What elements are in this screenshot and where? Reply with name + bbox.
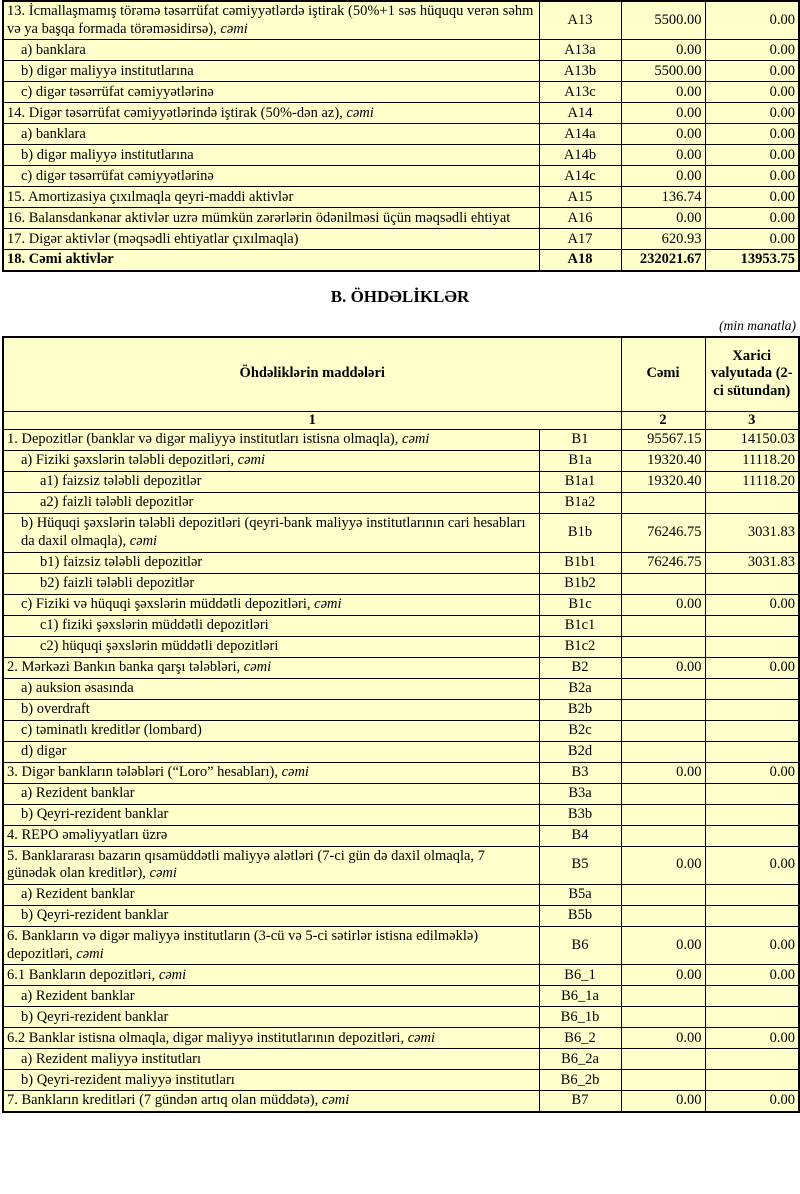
row-label-text: 13. İcmallaşmamış törəmə təsərrüfat cəmiyyətlərdə iştirak (50%+1 səs hüququ verən səhm və ya başqa formada törəməsidirsə): [7, 3, 534, 37]
cell-foreign-currency: 0.00: [705, 82, 799, 103]
row-label: [3, 1028, 539, 1049]
table-row: [3, 636, 799, 657]
table-row: [3, 1070, 799, 1091]
cell-foreign-currency: [705, 1049, 799, 1070]
row-label: [3, 636, 539, 657]
cell-foreign-currency: 0.00: [705, 103, 799, 124]
cell-foreign-currency: [705, 678, 799, 699]
row-label: [3, 1, 539, 40]
row-label-text: 7. Bankların kreditləri (7 gündən artıq olan müddətə): [7, 1092, 315, 1109]
cell-total: 19320.40: [621, 472, 705, 493]
table-row: [3, 804, 799, 825]
cell-foreign-currency: 0.00: [705, 1, 799, 40]
row-label: [3, 1049, 539, 1070]
row-code: B2: [539, 657, 621, 678]
table-row: [3, 229, 799, 250]
row-label-text: a) banklara: [21, 125, 86, 142]
row-label: [3, 103, 539, 124]
row-label-text: c) Fiziki və hüquqi şəxslərin müddətli depozitləri: [21, 595, 307, 612]
cell-foreign-currency: [705, 804, 799, 825]
row-label-text: b) Qeyri-rezident banklar: [21, 805, 169, 822]
row-code: B6_2b: [539, 1070, 621, 1091]
cell-total: [621, 741, 705, 762]
column-numbers-row: [3, 411, 799, 430]
cell-total: 0.00: [621, 846, 705, 884]
row-code: B6_2a: [539, 1049, 621, 1070]
row-code: B3b: [539, 804, 621, 825]
row-code: A13a: [539, 40, 621, 61]
table-row: [3, 678, 799, 699]
row-label: [3, 493, 539, 514]
row-label-text: a2) faizli tələbli depozitlər: [40, 494, 194, 511]
row-label-text: 5. Banklararası bazarın qısamüddətli maliyyə alətləri (7-ci gün də daxil olmaqla, 7 günədək olan kreditlər): [7, 847, 485, 882]
row-code: B2d: [539, 741, 621, 762]
row-code: B1: [539, 430, 621, 451]
row-label: [3, 906, 539, 927]
cell-foreign-currency: 0.00: [705, 762, 799, 783]
unit-note: (min manatla): [719, 318, 796, 334]
cell-total: 0.00: [621, 1028, 705, 1049]
cell-foreign-currency: [705, 1007, 799, 1028]
table-row: [3, 1028, 799, 1049]
cell-total: 232021.67: [621, 250, 705, 271]
row-code: A18: [539, 250, 621, 271]
cell-foreign-currency: [705, 720, 799, 741]
cell-foreign-currency: 0.00: [705, 145, 799, 166]
cell-total: [621, 678, 705, 699]
row-label: [3, 741, 539, 762]
row-code: B3a: [539, 783, 621, 804]
cell-total: 95567.15: [621, 430, 705, 451]
row-label: [3, 1007, 539, 1028]
row-label: [3, 825, 539, 846]
row-label: [3, 229, 539, 250]
cell-foreign-currency: [705, 825, 799, 846]
table-row: [3, 145, 799, 166]
cell-foreign-currency: [705, 741, 799, 762]
row-code: B6_1: [539, 965, 621, 986]
row-code: B7: [539, 1091, 621, 1112]
cell-total: 0.00: [621, 103, 705, 124]
cell-total: [621, 636, 705, 657]
row-label: [3, 699, 539, 720]
row-label-text: 14. Digər təsərrüfat cəmiyyətlərində iştirak (50%-dən az): [7, 104, 340, 121]
row-code: B6_1b: [539, 1007, 621, 1028]
row-code: B1a1: [539, 472, 621, 493]
cell-foreign-currency: 11118.20: [705, 451, 799, 472]
row-label-italic-tail: , cəmi: [400, 1029, 436, 1046]
row-code: A14c: [539, 166, 621, 187]
row-code: B5b: [539, 906, 621, 927]
row-label-italic-tail: , cəmi: [69, 945, 104, 962]
table-row: [3, 783, 799, 804]
row-code: B1a: [539, 451, 621, 472]
row-label-italic-tail: , cəmi: [213, 20, 248, 37]
row-code: B1b2: [539, 573, 621, 594]
table-row: [3, 250, 799, 271]
table-row: [3, 472, 799, 493]
cell-foreign-currency: [705, 615, 799, 636]
cell-total: 0.00: [621, 208, 705, 229]
row-code: A16: [539, 208, 621, 229]
table-row: [3, 166, 799, 187]
row-label: [3, 1070, 539, 1091]
cell-foreign-currency: 0.00: [705, 846, 799, 884]
table-row: [3, 40, 799, 61]
cell-total: 0.00: [621, 124, 705, 145]
row-label-text: b) Hüquqi şəxslərin tələbli depozitləri (qeyri-bank maliyyə institutlarının cari hesabları da daxil olmaqla): [21, 515, 526, 549]
table-row: [3, 657, 799, 678]
row-label: [3, 965, 539, 986]
row-label: [3, 124, 539, 145]
row-label: [3, 40, 539, 61]
table-row: [3, 615, 799, 636]
header-total-label: Cəmi: [621, 337, 705, 411]
cell-total: 0.00: [621, 594, 705, 615]
row-code: A13: [539, 1, 621, 40]
table-row: [3, 82, 799, 103]
table-row: [3, 720, 799, 741]
cell-foreign-currency: [705, 906, 799, 927]
assets-table: [2, 0, 800, 272]
row-code: B1c2: [539, 636, 621, 657]
cell-foreign-currency: 0.00: [705, 40, 799, 61]
cell-foreign-currency: 0.00: [705, 208, 799, 229]
table-row: [3, 846, 799, 884]
row-label: [3, 514, 539, 552]
table-row: [3, 825, 799, 846]
row-label: [3, 430, 539, 451]
row-label-italic-tail: , cəmi: [394, 431, 430, 448]
cell-foreign-currency: 0.00: [705, 657, 799, 678]
row-label: [3, 783, 539, 804]
row-label-text: 6.2 Banklar istisna olmaqla, digər maliyyə institutlarının depozitləri: [7, 1029, 401, 1046]
cell-foreign-currency: [705, 636, 799, 657]
row-code: B5: [539, 846, 621, 884]
cell-foreign-currency: 11118.20: [705, 472, 799, 493]
row-code: A17: [539, 229, 621, 250]
table-row: [3, 906, 799, 927]
cell-total: 0.00: [621, 1091, 705, 1112]
cell-total: [621, 573, 705, 594]
cell-total: 5500.00: [621, 61, 705, 82]
cell-foreign-currency: [705, 885, 799, 906]
row-label: [3, 61, 539, 82]
header-row: [3, 337, 799, 411]
row-code: B1c1: [539, 615, 621, 636]
row-label-text: b) Qeyri-rezident banklar: [21, 1008, 169, 1025]
header-items-label: Öhdəliklərin maddələri: [3, 337, 621, 411]
cell-foreign-currency: [705, 573, 799, 594]
row-label: [3, 804, 539, 825]
cell-total: [621, 1049, 705, 1070]
row-code: B3: [539, 762, 621, 783]
row-code: A15: [539, 187, 621, 208]
row-label: [3, 657, 539, 678]
table-row: [3, 1049, 799, 1070]
row-label-text: b2) faizli tələbli depozitlər: [40, 574, 195, 591]
row-label-text: 18. Cəmi aktivlər: [7, 251, 114, 268]
row-code: B6_2: [539, 1028, 621, 1049]
cell-total: [621, 885, 705, 906]
cell-foreign-currency: 0.00: [705, 229, 799, 250]
cell-foreign-currency: [705, 699, 799, 720]
row-label-italic-tail: , cəmi: [151, 966, 187, 983]
row-label-text: 17. Digər aktivlər (məqsədli ehtiyatlar çıxılmaqla): [7, 230, 299, 247]
row-label: [3, 885, 539, 906]
cell-total: [621, 804, 705, 825]
row-label-text: c) digər təsərrüfat cəmiyyətlərinə: [21, 167, 214, 184]
table-row: [3, 699, 799, 720]
liabilities-table: [2, 336, 800, 1113]
row-label: [3, 573, 539, 594]
row-label-text: b) overdraft: [21, 700, 90, 717]
row-label: [3, 250, 539, 271]
row-code: A14b: [539, 145, 621, 166]
table-row: [3, 594, 799, 615]
cell-total: [621, 493, 705, 514]
row-label-text: b) digər maliyyə institutlarına: [21, 146, 194, 163]
row-code: B1a2: [539, 493, 621, 514]
cell-total: [621, 1070, 705, 1091]
row-label-text: a) auksion əsasında: [21, 679, 134, 696]
cell-total: 0.00: [621, 40, 705, 61]
cell-total: 0.00: [621, 762, 705, 783]
row-code: A14: [539, 103, 621, 124]
cell-foreign-currency: 14150.03: [705, 430, 799, 451]
row-code: B4: [539, 825, 621, 846]
cell-foreign-currency: 0.00: [705, 166, 799, 187]
row-code: A13b: [539, 61, 621, 82]
cell-total: [621, 906, 705, 927]
table-row: [3, 514, 799, 552]
row-label: [3, 166, 539, 187]
cell-total: 0.00: [621, 965, 705, 986]
row-label-italic-tail: , cəmi: [142, 865, 177, 882]
row-code: A13c: [539, 82, 621, 103]
column-number-1: 1: [3, 411, 621, 430]
row-label: [3, 594, 539, 615]
row-label-text: a) Rezident banklar: [21, 987, 135, 1004]
row-label: [3, 927, 539, 965]
row-label-italic-tail: , cəmi: [230, 452, 266, 469]
row-label-text: c1) fiziki şəxslərin müddətli depozitləri: [40, 616, 269, 633]
row-code: B2a: [539, 678, 621, 699]
cell-total: [621, 720, 705, 741]
row-label-text: b1) faizsiz tələbli depozitlər: [40, 553, 203, 570]
row-label-italic-tail: , cəmi: [314, 1092, 350, 1109]
row-label-text: a1) faizsiz tələbli depozitlər: [40, 473, 202, 490]
table-row: [3, 1007, 799, 1028]
row-label-text: c) digər təsərrüfat cəmiyyətlərinə: [21, 83, 214, 100]
row-label-text: b) Qeyri-rezident maliyyə institutları: [21, 1071, 235, 1088]
row-label: [3, 82, 539, 103]
row-label-italic-tail: , cəmi: [306, 595, 342, 612]
table-row: [3, 741, 799, 762]
cell-foreign-currency: 0.00: [705, 187, 799, 208]
cell-total: 76246.75: [621, 552, 705, 573]
table-row: [3, 885, 799, 906]
row-label: [3, 145, 539, 166]
row-label-text: 4. REPO əməliyyatları üzrə: [7, 826, 168, 843]
cell-total: 0.00: [621, 927, 705, 965]
row-label: [3, 678, 539, 699]
row-label-text: 6. Bankların və digər maliyyə institutların (3-cü və 5-ci sətirlər istisna edilməklə) depozitləri: [7, 928, 479, 962]
cell-total: 0.00: [621, 166, 705, 187]
row-code: B6_1a: [539, 986, 621, 1007]
column-number-2: 2: [621, 411, 705, 430]
row-code: B6: [539, 927, 621, 965]
table-row: [3, 187, 799, 208]
row-label-text: a) banklara: [21, 41, 86, 58]
column-number-3: 3: [705, 411, 799, 430]
cell-foreign-currency: [705, 1070, 799, 1091]
row-label: [3, 451, 539, 472]
row-label: [3, 762, 539, 783]
row-code: B2b: [539, 699, 621, 720]
table-row: [3, 493, 799, 514]
cell-foreign-currency: [705, 493, 799, 514]
cell-foreign-currency: 0.00: [705, 1091, 799, 1112]
cell-total: 136.74: [621, 187, 705, 208]
cell-total: [621, 783, 705, 804]
row-label-text: a) Fiziki şəxslərin tələbli depozitləri: [21, 452, 231, 469]
row-code: B1c: [539, 594, 621, 615]
cell-total: [621, 986, 705, 1007]
cell-foreign-currency: 0.00: [705, 965, 799, 986]
cell-total: 19320.40: [621, 451, 705, 472]
row-code: A14a: [539, 124, 621, 145]
cell-total: [621, 1007, 705, 1028]
cell-total: [621, 615, 705, 636]
cell-total: 620.93: [621, 229, 705, 250]
row-label: [3, 986, 539, 1007]
table-row: [3, 965, 799, 986]
cell-foreign-currency: [705, 783, 799, 804]
row-label-text: c2) hüquqi şəxslərin müddətli depozitləri: [40, 637, 279, 654]
row-label-text: 1. Depozitlər (banklar və digər maliyyə institutları istisna olmaqla): [7, 431, 395, 448]
row-label-text: 2. Mərkəzi Bankın banka qarşı tələbləri: [7, 658, 237, 675]
table-row: [3, 430, 799, 451]
cell-foreign-currency: 3031.83: [705, 514, 799, 552]
row-label-text: d) digər: [21, 742, 67, 759]
row-label: [3, 1091, 539, 1112]
row-code: B5a: [539, 885, 621, 906]
cell-total: 76246.75: [621, 514, 705, 552]
table-row: [3, 573, 799, 594]
row-label: [3, 720, 539, 741]
row-label-italic-tail: , cəmi: [122, 532, 158, 549]
cell-total: 0.00: [621, 82, 705, 103]
row-label-italic-tail: , cəmi: [274, 763, 309, 780]
cell-total: 0.00: [621, 657, 705, 678]
row-label-text: a) Rezident banklar: [21, 784, 135, 801]
cell-total: [621, 825, 705, 846]
section-b-title: B. ÖHDƏLİKLƏR: [330, 287, 470, 307]
row-label: [3, 846, 539, 884]
row-code: B2c: [539, 720, 621, 741]
table-row: [3, 762, 799, 783]
header-foreign-label: Xarici valyutada (2-ci sütundan): [705, 337, 799, 411]
row-label: [3, 187, 539, 208]
row-code: B1b: [539, 514, 621, 552]
row-label-text: 16. Balansdankənar aktivlər uzrə mümkün zərərlərin ödənilməsi üçün məqsədli ehtiyat: [7, 209, 511, 226]
cell-foreign-currency: 13953.75: [705, 250, 799, 271]
cell-foreign-currency: [705, 986, 799, 1007]
table-row: [3, 986, 799, 1007]
row-label-text: c) təminatlı kreditlər (lombard): [21, 721, 202, 738]
row-label-text: 15. Amortizasiya çıxılmaqla qeyri-maddi aktivlər: [7, 188, 294, 205]
table-row: [3, 1, 799, 40]
row-label: [3, 472, 539, 493]
row-label-italic-tail: , cəmi: [339, 104, 374, 121]
table-row: [3, 1091, 799, 1112]
cell-foreign-currency: 3031.83: [705, 552, 799, 573]
row-label: [3, 615, 539, 636]
cell-foreign-currency: 0.00: [705, 1028, 799, 1049]
cell-foreign-currency: 0.00: [705, 124, 799, 145]
cell-foreign-currency: 0.00: [705, 594, 799, 615]
cell-total: [621, 699, 705, 720]
row-label-text: b) Qeyri-rezident banklar: [21, 907, 169, 924]
row-label: [3, 208, 539, 229]
table-row: [3, 124, 799, 145]
row-label-text: a) Rezident maliyyə institutları: [21, 1050, 201, 1067]
table-row: [3, 451, 799, 472]
cell-foreign-currency: 0.00: [705, 927, 799, 965]
cell-total: 5500.00: [621, 1, 705, 40]
row-label-italic-tail: , cəmi: [236, 658, 272, 675]
table-row: [3, 208, 799, 229]
table-row: [3, 103, 799, 124]
cell-total: 0.00: [621, 145, 705, 166]
row-label-text: 3. Digər bankların tələbləri (“Loro” hesabları): [7, 763, 275, 780]
table-row: [3, 61, 799, 82]
cell-foreign-currency: 0.00: [705, 61, 799, 82]
table-row: [3, 927, 799, 965]
row-label-text: 6.1 Bankların depozitləri: [7, 966, 152, 983]
table-row: [3, 552, 799, 573]
row-label: [3, 552, 539, 573]
row-label-text: b) digər maliyyə institutlarına: [21, 62, 194, 79]
row-label-text: a) Rezident banklar: [21, 886, 135, 903]
row-code: B1b1: [539, 552, 621, 573]
